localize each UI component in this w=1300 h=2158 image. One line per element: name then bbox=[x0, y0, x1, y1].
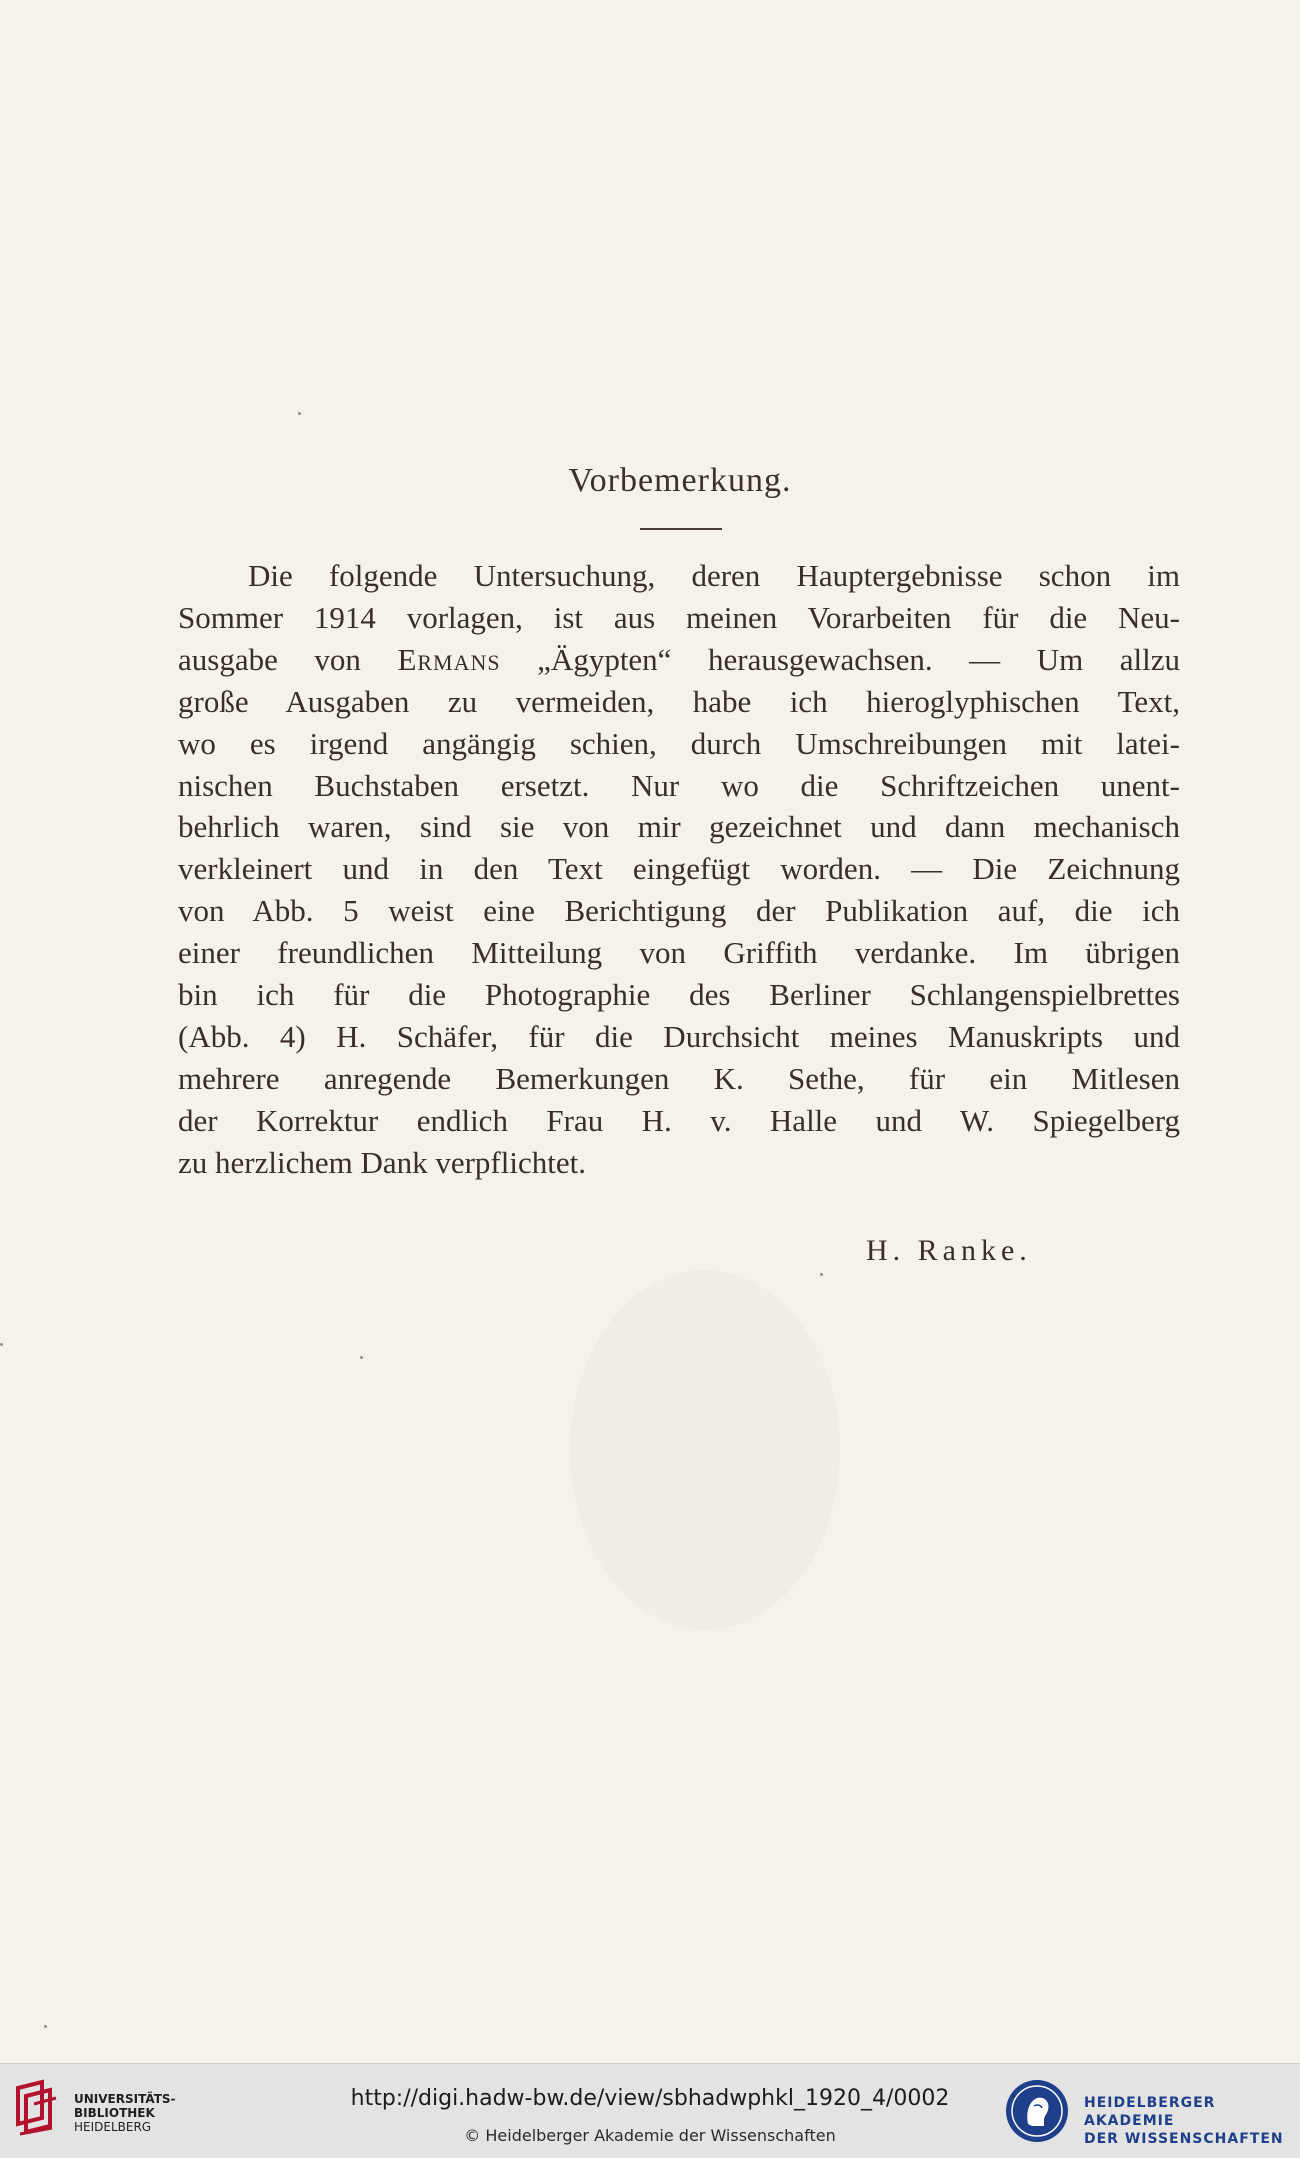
text-segment: von Abb. 5 weist eine Berichtigung der Publikation auf, die ich bbox=[178, 893, 1180, 929]
text-line bbox=[178, 1058, 1180, 1100]
text-line bbox=[178, 1100, 1180, 1142]
text-segment: wo es irgend angängig schien, durch Umschreibungen mit latei- bbox=[178, 725, 1180, 761]
paper-speck bbox=[360, 1356, 363, 1359]
text-line bbox=[178, 848, 1180, 890]
academy-name-line-1: HEIDELBERGER AKADEMIE bbox=[1084, 2095, 1216, 2129]
text-segment: bin ich für die Photographie des Berliner Schlangenspielbrettes bbox=[178, 977, 1180, 1013]
text-line bbox=[178, 974, 1180, 1016]
paper-speck bbox=[0, 1343, 3, 1346]
text-line bbox=[178, 555, 1180, 597]
text-segment: mehrere anregende Bemerkungen K. Sethe, für ein Mitlesen bbox=[178, 1060, 1180, 1096]
text-segment: zu herzlichem Dank verpflichtet. bbox=[178, 1144, 586, 1180]
viewer-footer-bar bbox=[0, 2063, 1300, 2158]
text-segment: (Abb. 4) H. Schäfer, für die Durchsicht meines Manuskripts und bbox=[178, 1018, 1180, 1054]
text-segment: der Korrektur endlich Frau H. v. Halle und W. Spiegelberg bbox=[178, 1102, 1180, 1138]
paper-speck bbox=[298, 412, 301, 415]
preface-paragraph bbox=[178, 555, 1180, 1184]
text-segment: nischen Buchstaben ersetzt. Nur wo die Schriftzeichen unent- bbox=[178, 767, 1180, 803]
text-line bbox=[178, 597, 1180, 639]
text-line bbox=[178, 639, 1180, 681]
small-caps-name: Ermans bbox=[397, 641, 501, 677]
paper-speck bbox=[820, 1273, 823, 1276]
text-line bbox=[178, 681, 1180, 723]
text-segment: einer freundlichen Mitteilung von Griffith verdanke. Im übrigen bbox=[178, 935, 1180, 971]
heading-rule bbox=[640, 528, 722, 530]
text-segment: behrlich waren, sind sie von mir gezeichnet und dann mechanisch bbox=[178, 809, 1180, 845]
text-segment: Sommer 1914 vorlagen, ist aus meinen Vorarbeiten für die Neu- bbox=[178, 599, 1180, 635]
text-line bbox=[178, 1142, 1180, 1184]
library-name-line-2: BIBLIOTHEK bbox=[74, 2106, 155, 2120]
text-segment: verkleinert und in den Text eingefügt worden. — Die Zeichnung bbox=[178, 851, 1180, 887]
paper-speck bbox=[44, 2025, 47, 2028]
text-segment: Die folgende Untersuchung, deren Hauptergebnisse schon im bbox=[248, 558, 1180, 593]
academy-name[interactable] bbox=[1084, 2094, 1300, 2148]
text-line bbox=[178, 890, 1180, 932]
text-segment: ausgabe von bbox=[178, 641, 398, 677]
text-segment: „Ägypten“ herausgewachsen. — Um allzu bbox=[500, 641, 1181, 677]
permalink-url[interactable]: http://digi.hadw-bw.de/view/sbhadwphkl_1920_4/0002 bbox=[350, 2086, 950, 2111]
text-line bbox=[178, 723, 1180, 765]
author-signature: H. Ranke. bbox=[866, 1234, 1032, 1267]
library-name-line-3: HEIDELBERG bbox=[74, 2120, 152, 2134]
text-line bbox=[178, 806, 1180, 848]
show-through-oval bbox=[570, 1270, 840, 1630]
library-name-line-1: UNIVERSITÄTS- bbox=[74, 2092, 176, 2106]
text-line bbox=[178, 765, 1180, 807]
copyright-notice: © Heidelberger Akademie der Wissenschaften bbox=[464, 2126, 836, 2145]
academy-name-line-2: DER WISSENSCHAFTEN bbox=[1084, 2131, 1284, 2147]
page-heading: Vorbemerkung. bbox=[568, 462, 792, 499]
text-segment: große Ausgaben zu vermeiden, habe ich hieroglyphischen Text, bbox=[178, 683, 1180, 719]
text-line bbox=[178, 932, 1180, 974]
text-line bbox=[178, 1016, 1180, 1058]
academy-seal-icon[interactable] bbox=[1004, 2078, 1070, 2144]
